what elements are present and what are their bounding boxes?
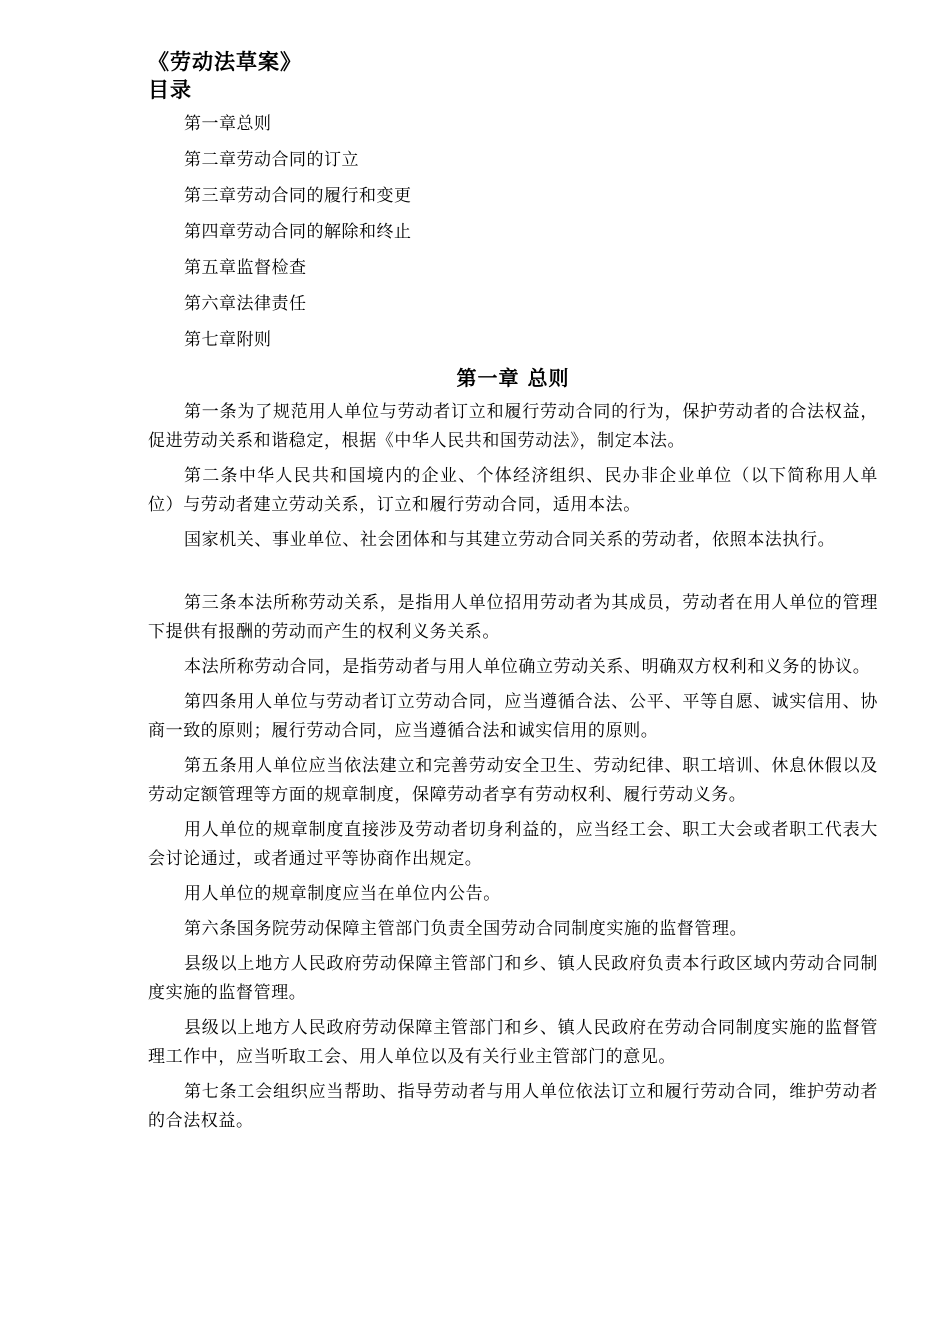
article-6-paragraph-2: 县级以上地方人民政府劳动保障主管部门和乡、镇人民政府负责本行政区域内劳动合同制度实施的监督管理。 <box>148 954 878 1003</box>
article-6-paragraph-3: 县级以上地方人民政府劳动保障主管部门和乡、镇人民政府在劳动合同制度实施的监督管理工作中，应当听取工会、用人单位以及有关行业主管部门的意见。 <box>148 1018 878 1067</box>
article-4-paragraph: 第四条用人单位与劳动者订立劳动合同，应当遵循合法、公平、平等自愿、诚实信用、协商一致的原则；履行劳动合同，应当遵循合法和诚实信用的原则。 <box>148 692 878 741</box>
toc-item-chapter-4: 第四章劳动合同的解除和终止 <box>184 222 412 242</box>
article-5-paragraph-3: 用人单位的规章制度应当在单位内公告。 <box>184 884 501 904</box>
toc-item-chapter-7: 第七章附则 <box>184 330 272 350</box>
toc-heading: 目录 <box>148 78 192 102</box>
article-1-paragraph: 第一条为了规范用人单位与劳动者订立和履行劳动合同的行为，保护劳动者的合法权益，促进劳动关系和谐稳定，根据《中华人民共和国劳动法》，制定本法。 <box>148 402 878 451</box>
article-3-paragraph-2: 本法所称劳动合同，是指劳动者与用人单位确立劳动关系、明确双方权利和义务的协议。 <box>184 657 871 677</box>
article-3-paragraph: 第三条本法所称劳动关系，是指用人单位招用劳动者为其成员，劳动者在用人单位的管理下提供有报酬的劳动而产生的权利义务关系。 <box>148 593 878 642</box>
article-5-paragraph-2: 用人单位的规章制度直接涉及劳动者切身利益的，应当经工会、职工大会或者职工代表大会讨论通过，或者通过平等协商作出规定。 <box>148 820 878 869</box>
document-page <box>148 48 878 1142</box>
article-2-paragraph: 第二条中华人民共和国境内的企业、个体经济组织、民办非企业单位（以下简称用人单位）与劳动者建立劳动关系，订立和履行劳动合同，适用本法。 <box>148 466 878 515</box>
article-6-paragraph: 第六条国务院劳动保障主管部门负责全国劳动合同制度实施的监督管理。 <box>184 919 748 939</box>
toc-item-chapter-6: 第六章法律责任 <box>184 294 307 314</box>
toc-item-chapter-5: 第五章监督检查 <box>184 258 307 278</box>
article-2-paragraph-2: 国家机关、事业单位、社会团体和与其建立劳动合同关系的劳动者，依照本法执行。 <box>184 530 836 550</box>
chapter-title: 第一章 总则 <box>456 366 570 390</box>
toc-item-chapter-1: 第一章总则 <box>184 114 272 134</box>
article-5-paragraph: 第五条用人单位应当依法建立和完善劳动安全卫生、劳动纪律、职工培训、休息休假以及劳动定额管理等方面的规章制度，保障劳动者享有劳动权利、履行劳动义务。 <box>148 756 878 805</box>
document-title: 《劳动法草案》 <box>148 50 302 74</box>
toc-item-chapter-2: 第二章劳动合同的订立 <box>184 150 359 170</box>
toc-item-chapter-3: 第三章劳动合同的履行和变更 <box>184 186 412 206</box>
table-of-contents <box>148 112 878 352</box>
article-7-paragraph: 第七条工会组织应当帮助、指导劳动者与用人单位依法订立和履行劳动合同，维护劳动者的合法权益。 <box>148 1082 878 1131</box>
